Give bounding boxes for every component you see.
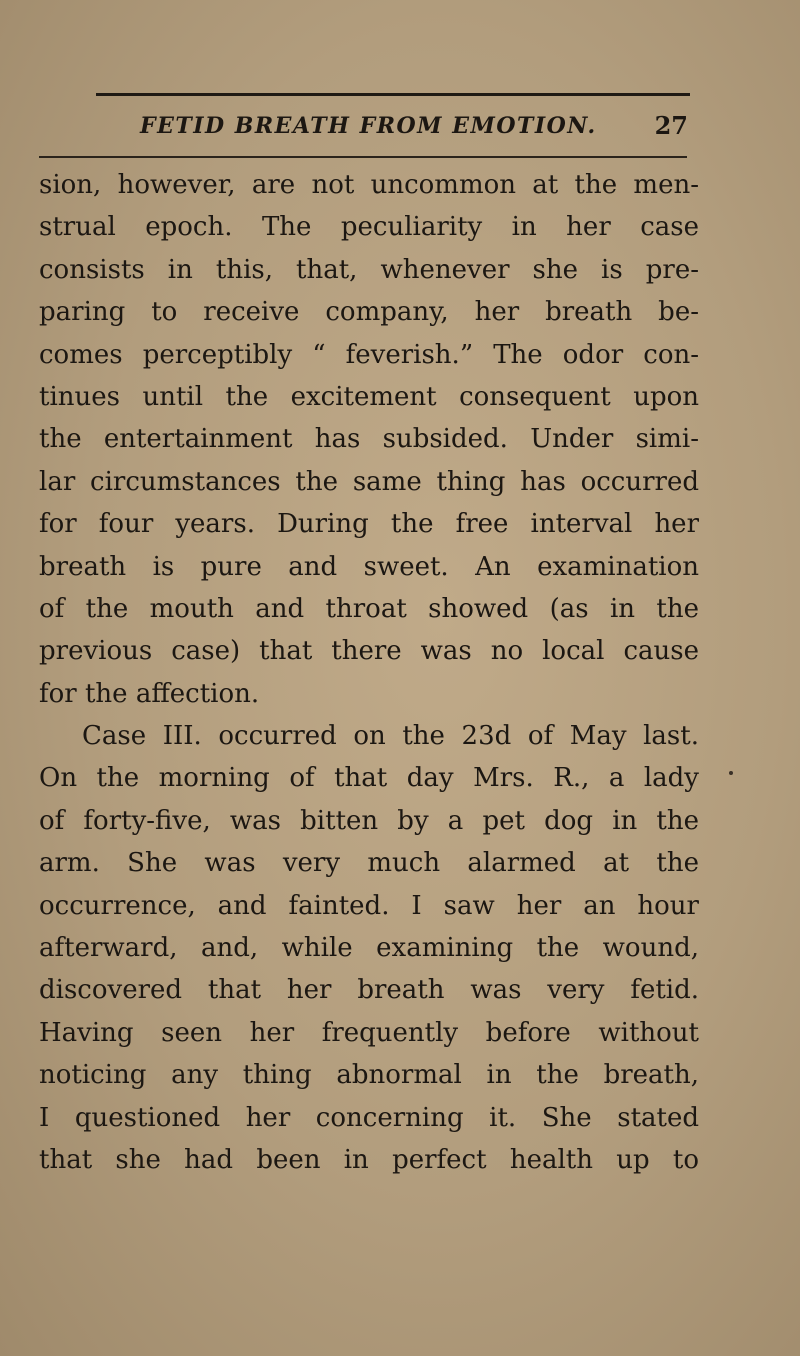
text-line: comes perceptibly “ feverish.” The odor con- [39, 339, 699, 370]
text-line: discovered that her breath was very fetid. [39, 975, 699, 1006]
text-line: Having seen her frequently before without [39, 1017, 699, 1048]
body-text [39, 164, 699, 1181]
text-line: I questioned her concerning it. She stated [39, 1102, 699, 1133]
text-line: previous case) that there was no local cause [39, 636, 699, 667]
text-line: strual epoch. The peculiarity in her case [39, 212, 699, 243]
text-line: lar circumstances the same thing has occurred [39, 466, 699, 497]
page-number: 27 [654, 111, 688, 140]
ink-speck [729, 771, 733, 775]
text-line: tinues until the excitement consequent upon [39, 381, 699, 412]
text-line: for the affection. [39, 678, 260, 709]
text-line: that she had been in perfect health up to [39, 1144, 699, 1175]
text-line: the entertainment has subsided. Under simi- [39, 424, 699, 455]
text-line: Case III. occurred on the 23d of May last. [82, 721, 699, 752]
text-line: sion, however, are not uncommon at the men- [39, 170, 699, 200]
text-line: for four years. During the free interval her [39, 509, 699, 540]
header-top-rule [96, 93, 690, 96]
text-line: noticing any thing abnormal in the breath, [39, 1060, 699, 1091]
running-title: FETID BREATH FROM EMOTION. [140, 113, 597, 139]
text-line: of forty-five, was bitten by a pet dog in the [39, 805, 699, 836]
text-line: afterward, and, while examining the wound, [39, 933, 699, 964]
header-bottom-rule [39, 156, 687, 158]
running-header [140, 108, 688, 148]
text-line: paring to receive company, her breath be- [39, 297, 699, 328]
text-line: consists in this, that, whenever she is pre- [39, 254, 699, 285]
text-line: breath is pure and sweet. An examination [39, 551, 699, 582]
text-line: of the mouth and throat showed (as in the [39, 593, 699, 624]
text-line: occurrence, and fainted. I saw her an hour [39, 890, 699, 921]
text-line: On the morning of that day Mrs. R., a lady [39, 763, 699, 794]
text-line: arm. She was very much alarmed at the [39, 848, 699, 879]
